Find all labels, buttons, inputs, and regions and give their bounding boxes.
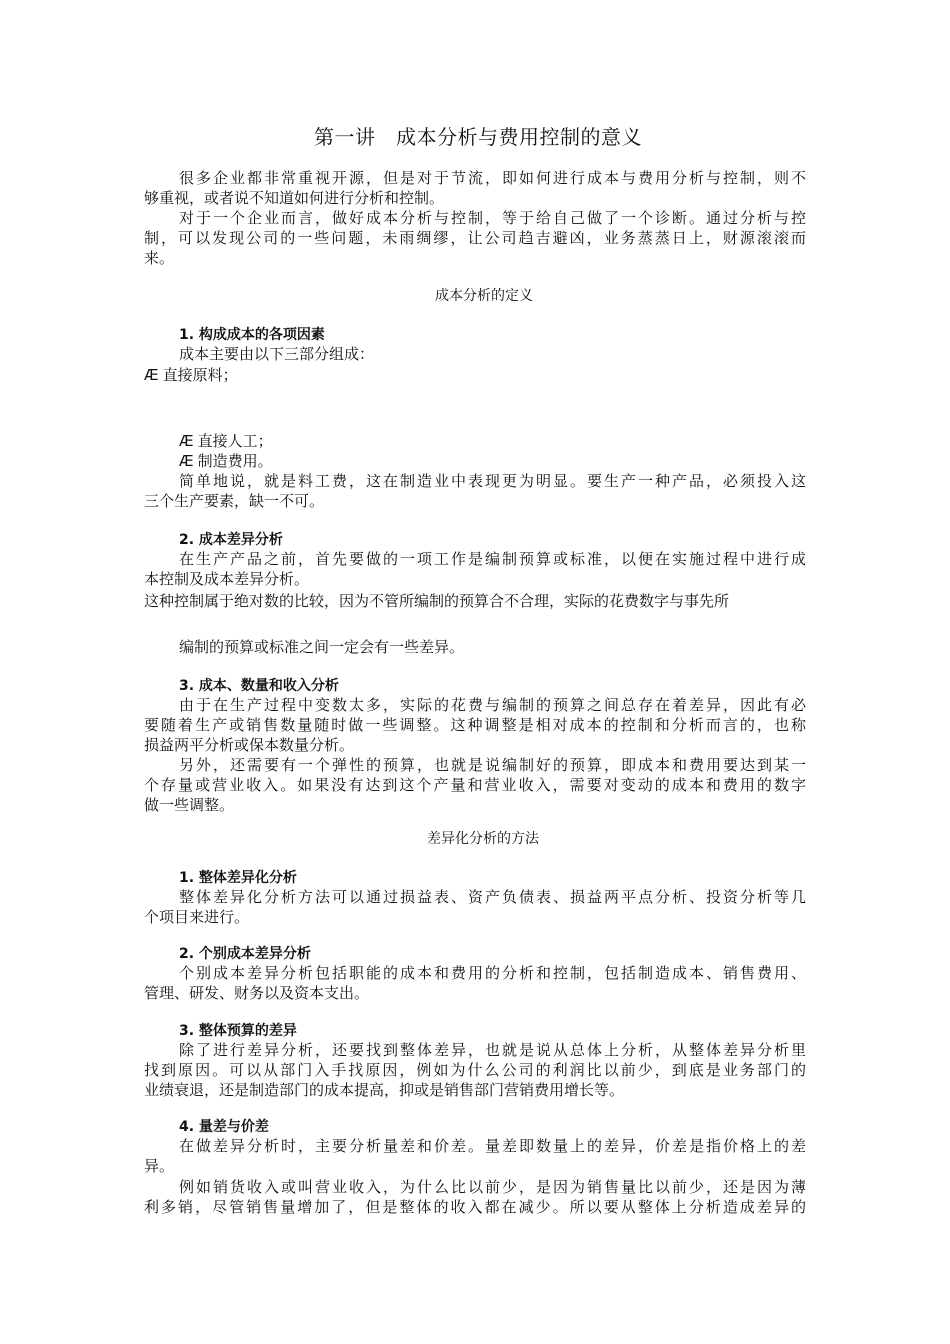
subsection-heading: 2. 成本差异分析: [179, 532, 283, 548]
body-line: 个项目来进行。: [144, 908, 250, 926]
body-line: 个存量或营业收入。如果没有达到这个产量和营业收入，需要对变动的成本和费用的数字: [144, 776, 806, 794]
subsection-heading: 3. 成本、数量和收入分析: [179, 678, 339, 694]
body-line: 整体差异化分析方法可以通过损益表、资产负债表、损益两平点分析、投资分析等几: [179, 888, 806, 906]
section-heading: 成本分析的定义: [435, 288, 533, 304]
intro-line: 够重视，或者说不知道如何进行分析和控制。: [144, 189, 445, 207]
section-heading: 差异化分析的方法: [427, 831, 539, 847]
body-line: 利多销，尽管销售量增加了，但是整体的收入都在减少。所以要从整体上分析造成差异的: [144, 1198, 806, 1216]
body-line: 例如销货收入或叫营业收入，为什么比以前少，是因为销售量比以前少，还是因为薄: [179, 1178, 806, 1196]
body-line: 三个生产要素，缺一不可。: [144, 492, 325, 510]
bullet-text: 直接原料；: [162, 366, 238, 384]
bullet-item: [144, 365, 238, 385]
body-line: 管理、研发、财务以及资本支出。: [144, 984, 370, 1002]
body-line: 本控制及成本差异分析。: [144, 570, 310, 588]
bullet-text: 直接人工；: [197, 432, 273, 450]
bullet-symbol: Æ: [144, 366, 159, 384]
intro-line: 来。: [144, 249, 175, 267]
body-line: 除了进行差异分析，还要找到整体差异，也就是说从总体上分析，从整体差异分析里: [179, 1041, 806, 1059]
bullet-symbol: Æ: [179, 432, 194, 450]
body-line: 个别成本差异分析包括职能的成本和费用的分析和控制，包括制造成本、销售费用、: [179, 964, 806, 982]
subsection-heading: 4. 量差与价差: [179, 1119, 269, 1135]
body-line: 在做差异分析时，主要分析量差和价差。量差即数量上的差异，价差是指价格上的差: [179, 1137, 806, 1155]
page-title: 第一讲 成本分析与费用控制的意义: [314, 125, 642, 149]
subsection-heading: 1. 整体差异化分析: [179, 870, 297, 886]
body-line: 业绩衰退，还是制造部门的成本提高，抑或是销售部门营销费用增长等。: [144, 1081, 625, 1099]
body-line: 在生产产品之前，首先要做的一项工作是编制预算或标准，以便在实施过程中进行成: [179, 550, 806, 568]
bullet-item: [179, 431, 273, 451]
body-line: 要随着生产或销售数量随时做一些调整。这种调整是相对成本的控制和分析而言的，也称: [144, 716, 806, 734]
body-line: 异。: [144, 1157, 175, 1175]
intro-line: 对于一个企业而言，做好成本分析与控制，等于给自己做了一个诊断。通过分析与控: [179, 209, 806, 227]
body-line: 损益两平分析或保本数量分析。: [144, 736, 355, 754]
body-line: 另外，还需要有一个弹性的预算，也就是说编制好的预算，即成本和费用要达到某一: [179, 756, 806, 774]
subsection-heading: 3. 整体预算的差异: [179, 1023, 297, 1039]
bullet-item: [179, 451, 273, 471]
bullet-symbol: Æ: [179, 452, 194, 470]
bullet-text: 制造费用。: [197, 452, 273, 470]
body-line: 做一些调整。: [144, 796, 235, 814]
subsection-heading: 1. 构成成本的各项因素: [179, 327, 325, 343]
intro-line: 制，可以发现公司的一些问题，未雨绸缪，让公司趋吉避凶，业务蒸蒸日上，财源滚滚而: [144, 229, 806, 247]
subsection-heading: 2. 个别成本差异分析: [179, 946, 311, 962]
body-line: 找到原因。可以从部门入手找原因，例如为什么公司的利润比以前少，到底是业务部门的: [144, 1061, 806, 1079]
body-line: 这种控制属于绝对数的比较，因为不管所编制的预算合不合理，实际的花费数字与事先所: [144, 592, 730, 610]
body-line: 由于在生产过程中变数太多，实际的花费与编制的预算之间总存在着差异，因此有必: [179, 696, 806, 714]
body-line: 成本主要由以下三部分组成：: [179, 345, 375, 363]
body-line: 编制的预算或标准之间一定会有一些差异。: [179, 638, 465, 656]
intro-line: 很多企业都非常重视开源，但是对于节流，即如何进行成本与费用分析与控制，则不: [179, 169, 806, 187]
body-line: 简单地说，就是料工费，这在制造业中表现更为明显。要生产一种产品，必须投入这: [179, 472, 806, 490]
